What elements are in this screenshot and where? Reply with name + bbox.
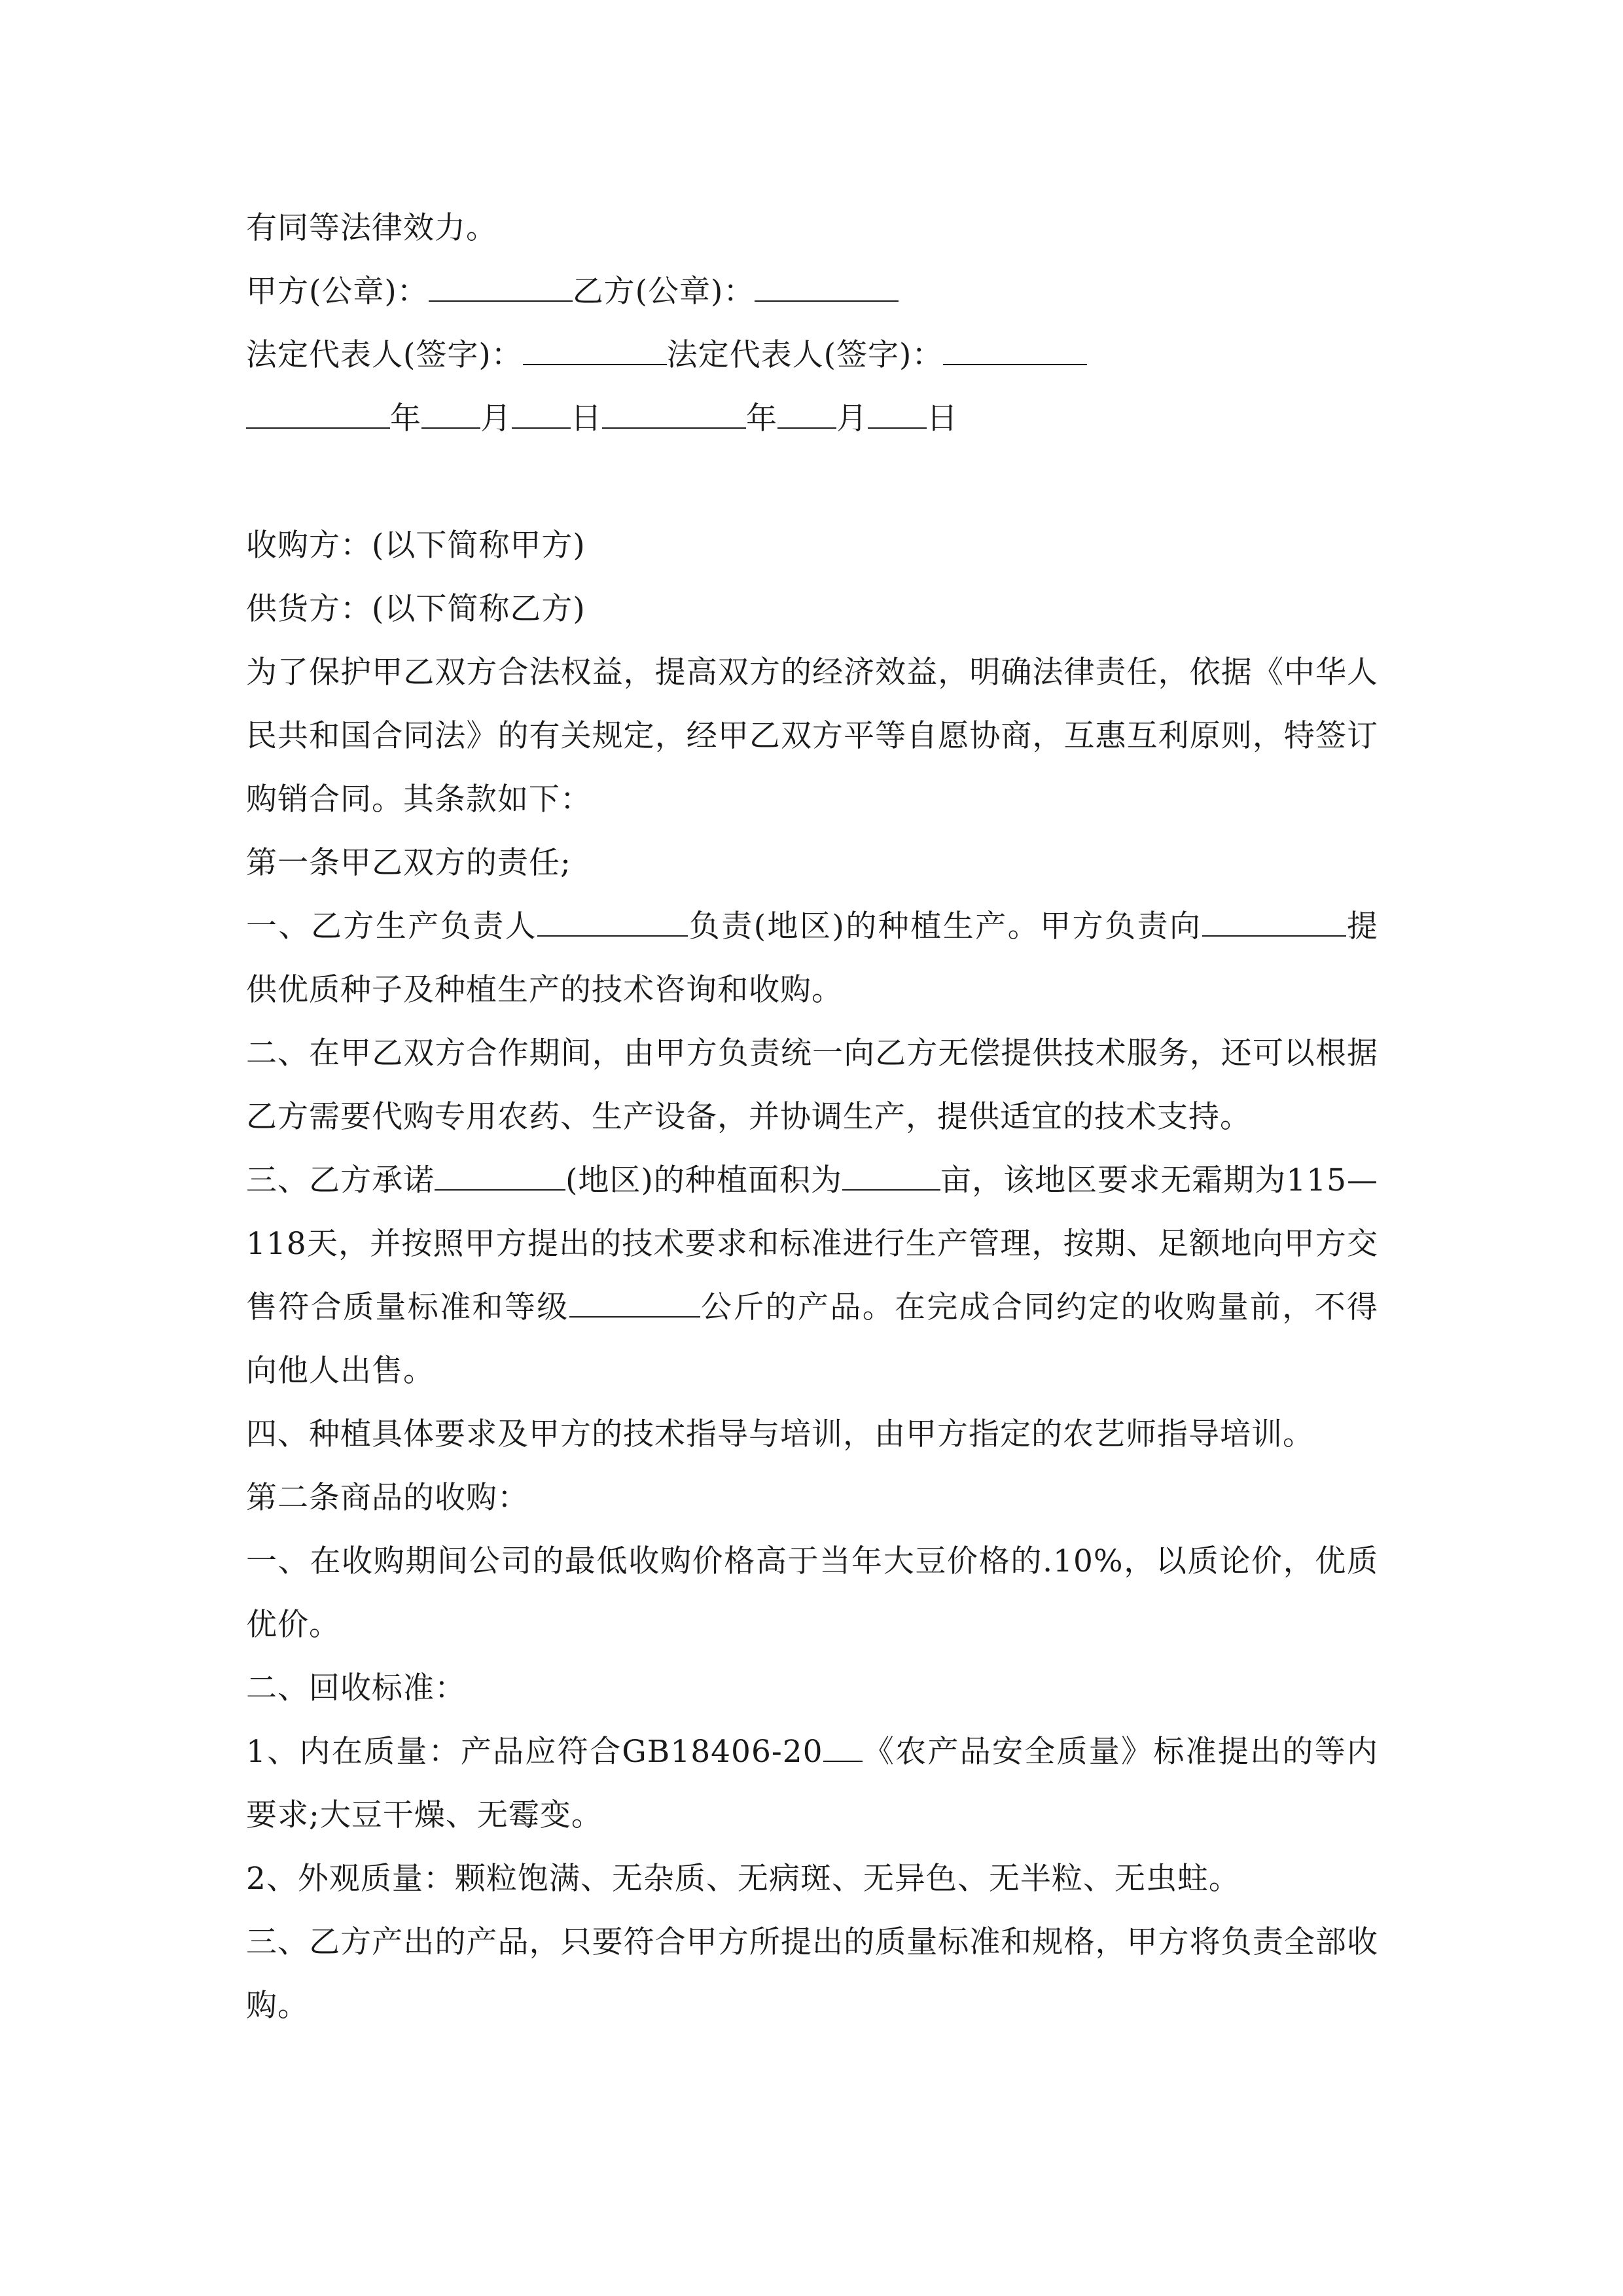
article2-title-text: 第二条商品的收购： xyxy=(246,1480,529,1516)
standard-year-blank xyxy=(823,1721,863,1762)
recipient-blank xyxy=(1202,896,1346,937)
a1-item1-part2: 负责(地区)的种植生产。甲方负责向 xyxy=(688,908,1202,944)
a2-std1-part2: 《农产品安全质量》标准提出的等内要求;大豆干燥、无霉变。 xyxy=(246,1734,1379,1833)
a1-item3-part2: (地区)的种植面积为 xyxy=(565,1162,843,1198)
seal-line xyxy=(246,260,1378,323)
year-a-label: 年 xyxy=(390,401,421,437)
month-b-blank xyxy=(777,388,836,429)
validity-text: 有同等法律效力。 xyxy=(246,210,497,246)
representative-line xyxy=(246,323,1378,387)
party-a-seal-label: 甲方(公章)： xyxy=(246,274,429,310)
article2-title xyxy=(246,1466,1378,1530)
party-b-seal-blank xyxy=(755,261,899,302)
supplier-text: 供货方：(以下简称乙方) xyxy=(246,591,586,627)
rep-a-label: 法定代表人(签字)： xyxy=(246,337,523,373)
date-line xyxy=(246,387,1378,450)
party-b-seal-label: 乙方(公章)： xyxy=(572,274,755,310)
year-b-blank xyxy=(602,388,746,429)
month-b-label: 月 xyxy=(836,401,868,437)
preamble-paragraph: 为了保护甲乙双方合法权益，提高双方的经济效益，明确法律责任，依据《中华人民共和国合同法》的有关规定，经甲乙双方平等自愿协商，互惠互利原则，特签订购销合同。其条款如下： xyxy=(246,655,1378,817)
producer-blank xyxy=(537,896,688,937)
buyer-text: 收购方：(以下简称甲方) xyxy=(246,528,586,564)
year-b-label: 年 xyxy=(746,401,777,437)
a1-item3-part1: 三、乙方承诺 xyxy=(246,1162,435,1198)
a2-item2-text: 二、回收标准： xyxy=(246,1670,466,1706)
article1-item1 xyxy=(246,895,1378,1022)
day-b-blank xyxy=(868,388,927,429)
month-a-blank xyxy=(421,388,480,429)
supplier-line xyxy=(246,577,1378,641)
party-a-seal-blank xyxy=(429,261,573,302)
article1-title xyxy=(246,831,1378,895)
quantity-blank xyxy=(569,1277,700,1318)
a1-item3-part3: 亩，该地区要求无霜期为115—118天，并按照甲方提出的技术要求和标准进行生产管理，按期、足额地向甲方交售符合质量标准和等级 xyxy=(246,1162,1378,1325)
day-a-label: 日 xyxy=(571,401,602,437)
day-b-label: 日 xyxy=(927,401,958,437)
region-blank xyxy=(435,1150,565,1191)
a2-std1-part1: 1、内在质量：产品应符合GB18406-20 xyxy=(246,1734,823,1770)
validity-line xyxy=(246,196,1378,260)
year-a-blank xyxy=(246,388,390,429)
article2-item3: 三、乙方产出的产品，只要符合甲方所提出的质量标准和规格，甲方将负责全部收购。 xyxy=(246,1924,1378,2024)
article1-item3 xyxy=(246,1149,1378,1403)
article2-item1: 一、在收购期间公司的最低收购价格高于当年大豆价格的.10%，以质论价，优质优价。 xyxy=(246,1543,1378,1643)
article2-standard2: 2、外观质量：颗粒饱满、无杂质、无病斑、无异色、无半粒、无虫蛀。 xyxy=(246,1861,1240,1897)
a1-item1-part3: 提供优质种子及种植生产的技术咨询和收购。 xyxy=(246,908,1378,1008)
article2-standard1 xyxy=(246,1720,1378,1847)
section-gap xyxy=(246,450,1378,514)
a1-item3-part4: 公斤的产品。在完成合同约定的收购量前，不得向他人出售。 xyxy=(246,1289,1379,1389)
article1-title-text: 第一条甲乙双方的责任; xyxy=(246,845,571,881)
day-a-blank xyxy=(512,388,571,429)
a1-item1-part1: 一、乙方生产负责人 xyxy=(246,908,538,944)
area-blank xyxy=(842,1150,940,1191)
buyer-line xyxy=(246,514,1378,577)
rep-b-blank xyxy=(943,325,1087,365)
rep-a-blank xyxy=(523,325,667,365)
article1-item4: 四、种植具体要求及甲方的技术指导与培训，由甲方指定的农艺师指导培训。 xyxy=(246,1416,1314,1452)
article1-item2: 二、在甲乙双方合作期间，由甲方负责统一向乙方无偿提供技术服务，还可以根据乙方需要代购专用农药、生产设备，并协调生产，提供适宜的技术支持。 xyxy=(246,1035,1378,1135)
document-page xyxy=(246,196,1378,2037)
rep-b-label: 法定代表人(签字)： xyxy=(666,337,944,373)
article2-item2 xyxy=(246,1657,1378,1720)
month-a-label: 月 xyxy=(480,401,512,437)
